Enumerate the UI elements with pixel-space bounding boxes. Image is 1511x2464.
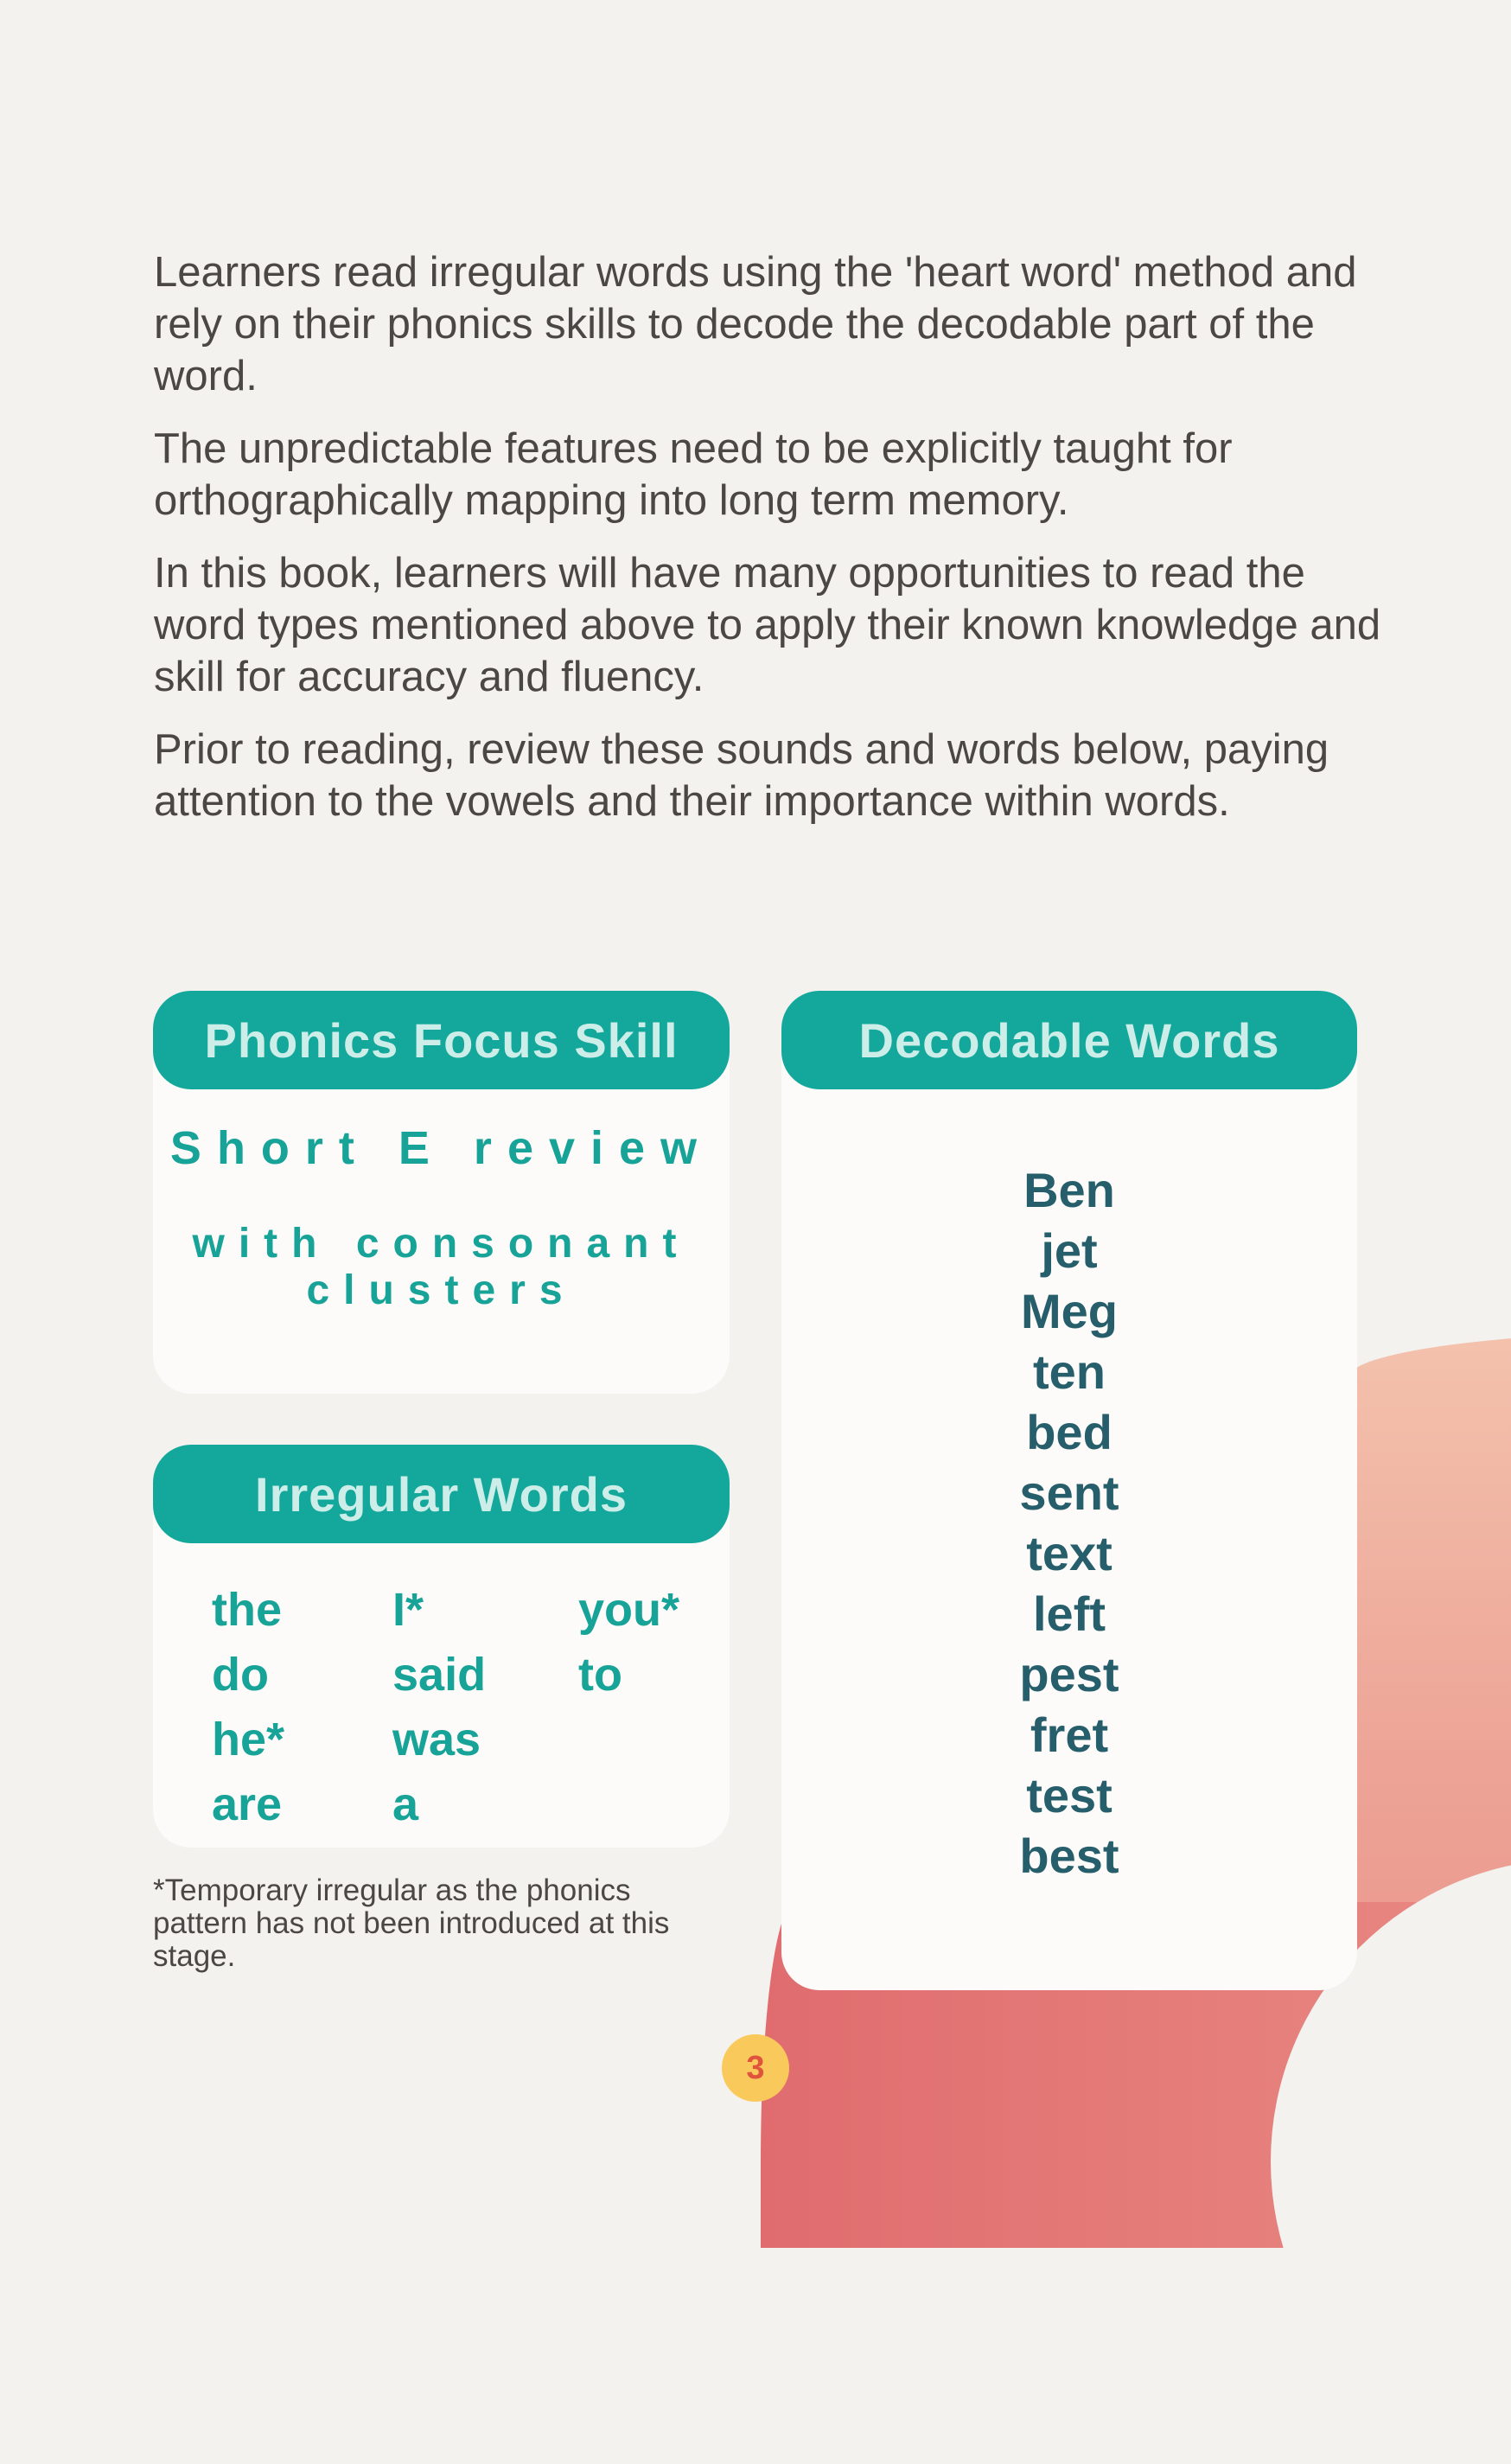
decodable-word: ten bbox=[1033, 1344, 1106, 1399]
phonics-skill-main: Short E review bbox=[169, 1122, 713, 1174]
irregular-word: you* bbox=[578, 1584, 680, 1636]
irregular-word: I* bbox=[392, 1584, 424, 1636]
irregular-column bbox=[392, 1578, 578, 1837]
irregular-word: are bbox=[212, 1778, 283, 1830]
decodable-word: sent bbox=[1019, 1465, 1119, 1520]
irregular-word: was bbox=[392, 1714, 481, 1765]
intro-paragraph: Prior to reading, review these sounds and words below, paying attention to the vowels and their importance within words. bbox=[154, 726, 1329, 825]
irregular-column bbox=[578, 1578, 751, 1837]
irregular-word: said bbox=[392, 1649, 487, 1701]
decodable-words-card bbox=[781, 991, 1357, 1990]
irregular-word: he* bbox=[212, 1714, 285, 1765]
intro-paragraph: Learners read irregular words using the 'heart word' method and rely on their phonics skills to decode the decodable part of the word. bbox=[154, 249, 1357, 399]
decodable-word: text bbox=[1026, 1526, 1113, 1580]
phonics-focus-title: Phonics Focus Skill bbox=[153, 991, 730, 1089]
decodable-word-list bbox=[781, 1089, 1357, 1886]
irregular-words-title: Irregular Words bbox=[153, 1445, 730, 1543]
intro-paragraph: The unpredictable features need to be explicitly taught for orthographically mapping into long term memory. bbox=[154, 425, 1233, 524]
decodable-word: fret bbox=[1030, 1708, 1109, 1762]
decodable-word: Meg bbox=[1021, 1284, 1118, 1338]
decodable-word: jet bbox=[1041, 1223, 1098, 1278]
decodable-word: Ben bbox=[1023, 1163, 1115, 1217]
phonics-focus-card bbox=[153, 991, 730, 1394]
decodable-word: bed bbox=[1026, 1405, 1113, 1459]
footnote: *Temporary irregular as the phonics pattern has not been introduced at this stage. bbox=[153, 1874, 670, 1973]
irregular-word: a bbox=[392, 1778, 419, 1830]
intro-paragraph: In this book, learners will have many opportunities to read the word types mentioned above to apply their known knowledge and skill for accuracy and fluency. bbox=[154, 550, 1381, 700]
decodable-word: best bbox=[1019, 1829, 1119, 1883]
irregular-word: the bbox=[212, 1584, 282, 1636]
intro-text bbox=[154, 246, 1381, 848]
phonics-skill-sub: with consonant clusters bbox=[192, 1221, 691, 1313]
irregular-word: to bbox=[578, 1649, 622, 1701]
irregular-word: do bbox=[212, 1649, 269, 1701]
decodable-word: test bbox=[1026, 1768, 1113, 1822]
irregular-column bbox=[212, 1578, 392, 1837]
decodable-words-title: Decodable Words bbox=[781, 991, 1357, 1089]
decodable-word: pest bbox=[1019, 1647, 1119, 1701]
decodable-word: left bbox=[1033, 1586, 1106, 1641]
irregular-words-card bbox=[153, 1445, 730, 1848]
irregular-words-grid bbox=[153, 1543, 730, 1837]
page-number-badge: 3 bbox=[722, 2034, 789, 2102]
